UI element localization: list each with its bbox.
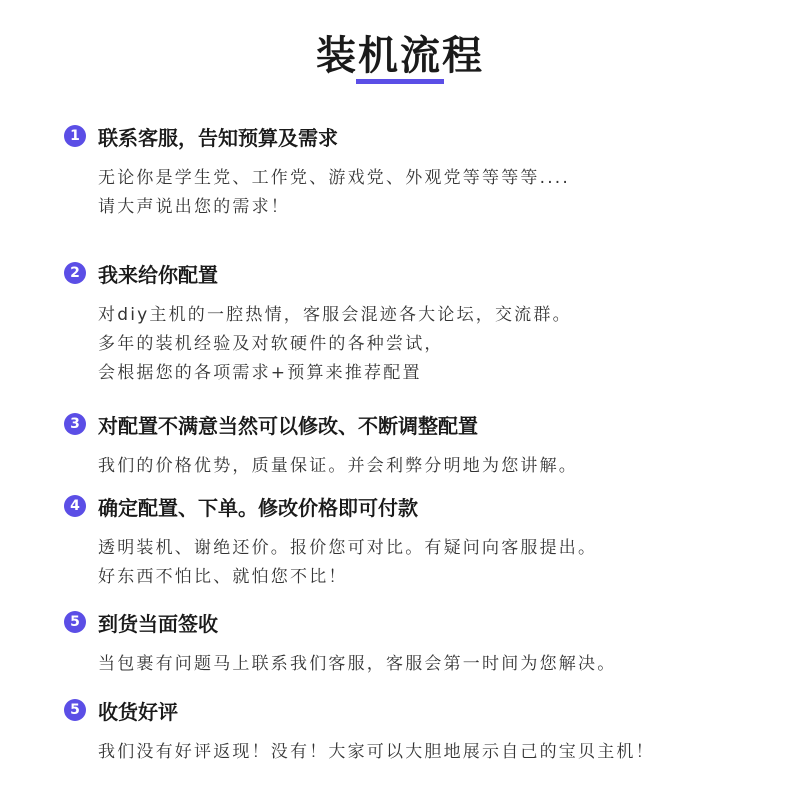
step-text-line: 对diy主机的一腔热情，客服会混迹各大论坛，交流群。 (98, 305, 572, 325)
step-2 (64, 259, 784, 388)
step-5 (64, 608, 784, 679)
step-title: 我来给你配置 (98, 262, 218, 287)
step-text-line: 透明装机、谢绝还价。报价您可对比。有疑问向客服提出。 (98, 538, 598, 558)
step-text-line: 无论你是学生党、工作党、游戏党、外观党等等等等.... (98, 168, 571, 188)
step-text-line: 我们的价格优势，质量保证。并会利弊分明地为您讲解。 (98, 456, 578, 476)
step-number-badge: 3 (64, 413, 86, 435)
step-6 (64, 696, 784, 767)
step-number-badge: 5 (64, 699, 86, 721)
step-text-line: 当包裹有问题马上联系我们客服，客服会第一时间为您解决。 (98, 654, 617, 674)
step-text-line: 我们没有好评返现！没有！大家可以大胆地展示自己的宝贝主机！ (98, 742, 655, 762)
step-number-badge: 4 (64, 495, 86, 517)
step-1 (64, 122, 784, 222)
page-title: 装机流程 (316, 33, 484, 79)
step-title: 确定配置、下单。修改价格即可付款 (98, 495, 418, 520)
step-title: 到货当面签收 (98, 611, 218, 636)
step-4 (64, 492, 784, 592)
title-underline (356, 79, 444, 84)
step-text-line: 请大声说出您的需求！ (98, 197, 290, 217)
step-text-line: 会根据您的各项需求+预算来推荐配置 (98, 363, 422, 383)
step-number-badge: 1 (64, 125, 86, 147)
step-text-line: 多年的装机经验及对软硬件的各种尝试， (98, 334, 444, 354)
step-number-badge: 2 (64, 262, 86, 284)
step-title: 对配置不满意当然可以修改、不断调整配置 (98, 413, 478, 438)
step-number-badge: 5 (64, 611, 86, 633)
step-title: 联系客服，告知预算及需求 (98, 125, 338, 150)
step-text-line: 好东西不怕比、就怕您不比！ (98, 567, 348, 587)
step-3 (64, 410, 784, 481)
step-title: 收货好评 (98, 699, 178, 724)
